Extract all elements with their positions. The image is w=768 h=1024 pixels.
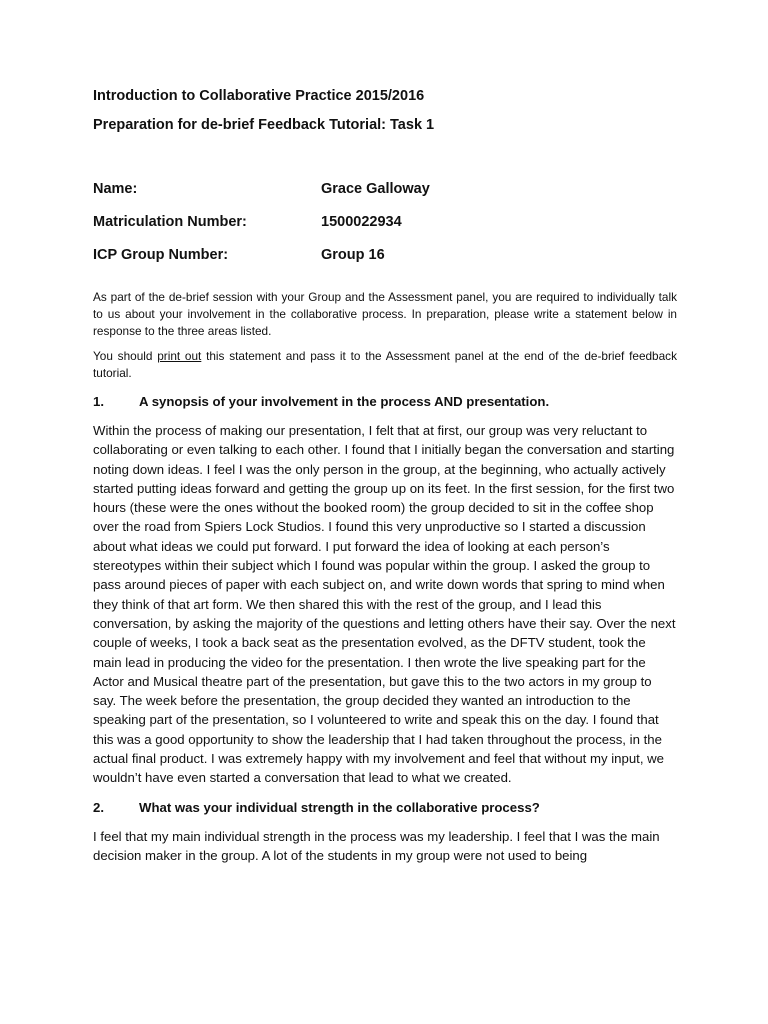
- matriculation-row: [93, 212, 677, 232]
- instructions-paragraph: As part of the de-brief session with your Group and the Assessment panel, you are required to individually talk to us about your involvement in the collaborative process. In preparation, please write a statement below in response to the three areas listed.: [93, 290, 677, 338]
- name-label: Name:: [93, 181, 138, 197]
- student-info: [93, 179, 677, 265]
- name-row: [93, 179, 677, 199]
- print-instructions-before: You should: [93, 349, 158, 363]
- print-instructions-after: this statement and pass it to the Assessment panel at the end of the de-brief feedback tutorial.: [93, 349, 677, 380]
- document-title: Introduction to Collaborative Practice 2015/2016: [93, 88, 425, 104]
- answer-1: Within the process of making our presentation, I felt that at first, our group was very reluctant to collaborating or even talking to each other. I found that I initially began the conversation and starting noting down ideas. I feel I was the only person in the group, at the beginning, who actually actively started putting ideas forward and getting the group up on its feet. In the first session, for the first two hours (these were the ones without the booked room) the group decided to sit in the coffee shop over the road from Spiers Lock Studios. I found this very unproductive so I started a discussion about what ideas we could put forward. I put forward the idea of looking at each person’s stereotypes within their subject which I found was popular within the group. I asked the group to pass around pieces of paper with each subject on, and write down words that spring to mind when they think of that art form. We then shared this with the rest of the group, and I lead this conversation, by asking the majority of the questions and letting others have their say. Over the next couple of weeks, I took a back seat as the presentation evolved, as the DFTV student, took the main lead in producing the video for the presentation. I then wrote the live speaking part for the Actor and Musical theatre part of the presentation, but gave this to the two actors in my group to say. The week before the presentation, the group decided they wanted an introduction to the speaking part of the presentation, so I volunteered to write and speak this on the day. I found that this was a good opportunity to show the leadership that I had taken throughout the process, in the actual final product. I was extremely happy with my involvement and feel that without my input, we wouldn’t have even started a conversation that lead to what we created.: [93, 423, 676, 786]
- matriculation-label: Matriculation Number:: [93, 214, 247, 230]
- question-2-number: 2.: [93, 799, 104, 815]
- group-value: Group 16: [321, 247, 385, 263]
- group-row: [93, 245, 677, 265]
- matriculation-value: 1500022934: [321, 214, 402, 230]
- document-subtitle: Preparation for de-brief Feedback Tutorial: Task 1: [93, 117, 435, 133]
- print-instructions-paragraph: [93, 348, 677, 382]
- document-page: [93, 86, 677, 865]
- name-value: Grace Galloway: [321, 181, 430, 197]
- print-out-emphasis: print out: [157, 349, 202, 363]
- question-2-text: What was your individual strength in the collaborative process?: [139, 799, 540, 815]
- group-label: ICP Group Number:: [93, 247, 229, 263]
- question-2: [93, 798, 677, 817]
- question-1-text: A synopsis of your involvement in the process AND presentation.: [139, 394, 550, 409]
- answer-2: I feel that my main individual strength in the process was my leadership. I feel that I was the main decision maker in the group. A lot of the students in my group were not used to being: [93, 828, 660, 863]
- question-1-number: 1.: [93, 394, 104, 409]
- question-1: [93, 392, 677, 411]
